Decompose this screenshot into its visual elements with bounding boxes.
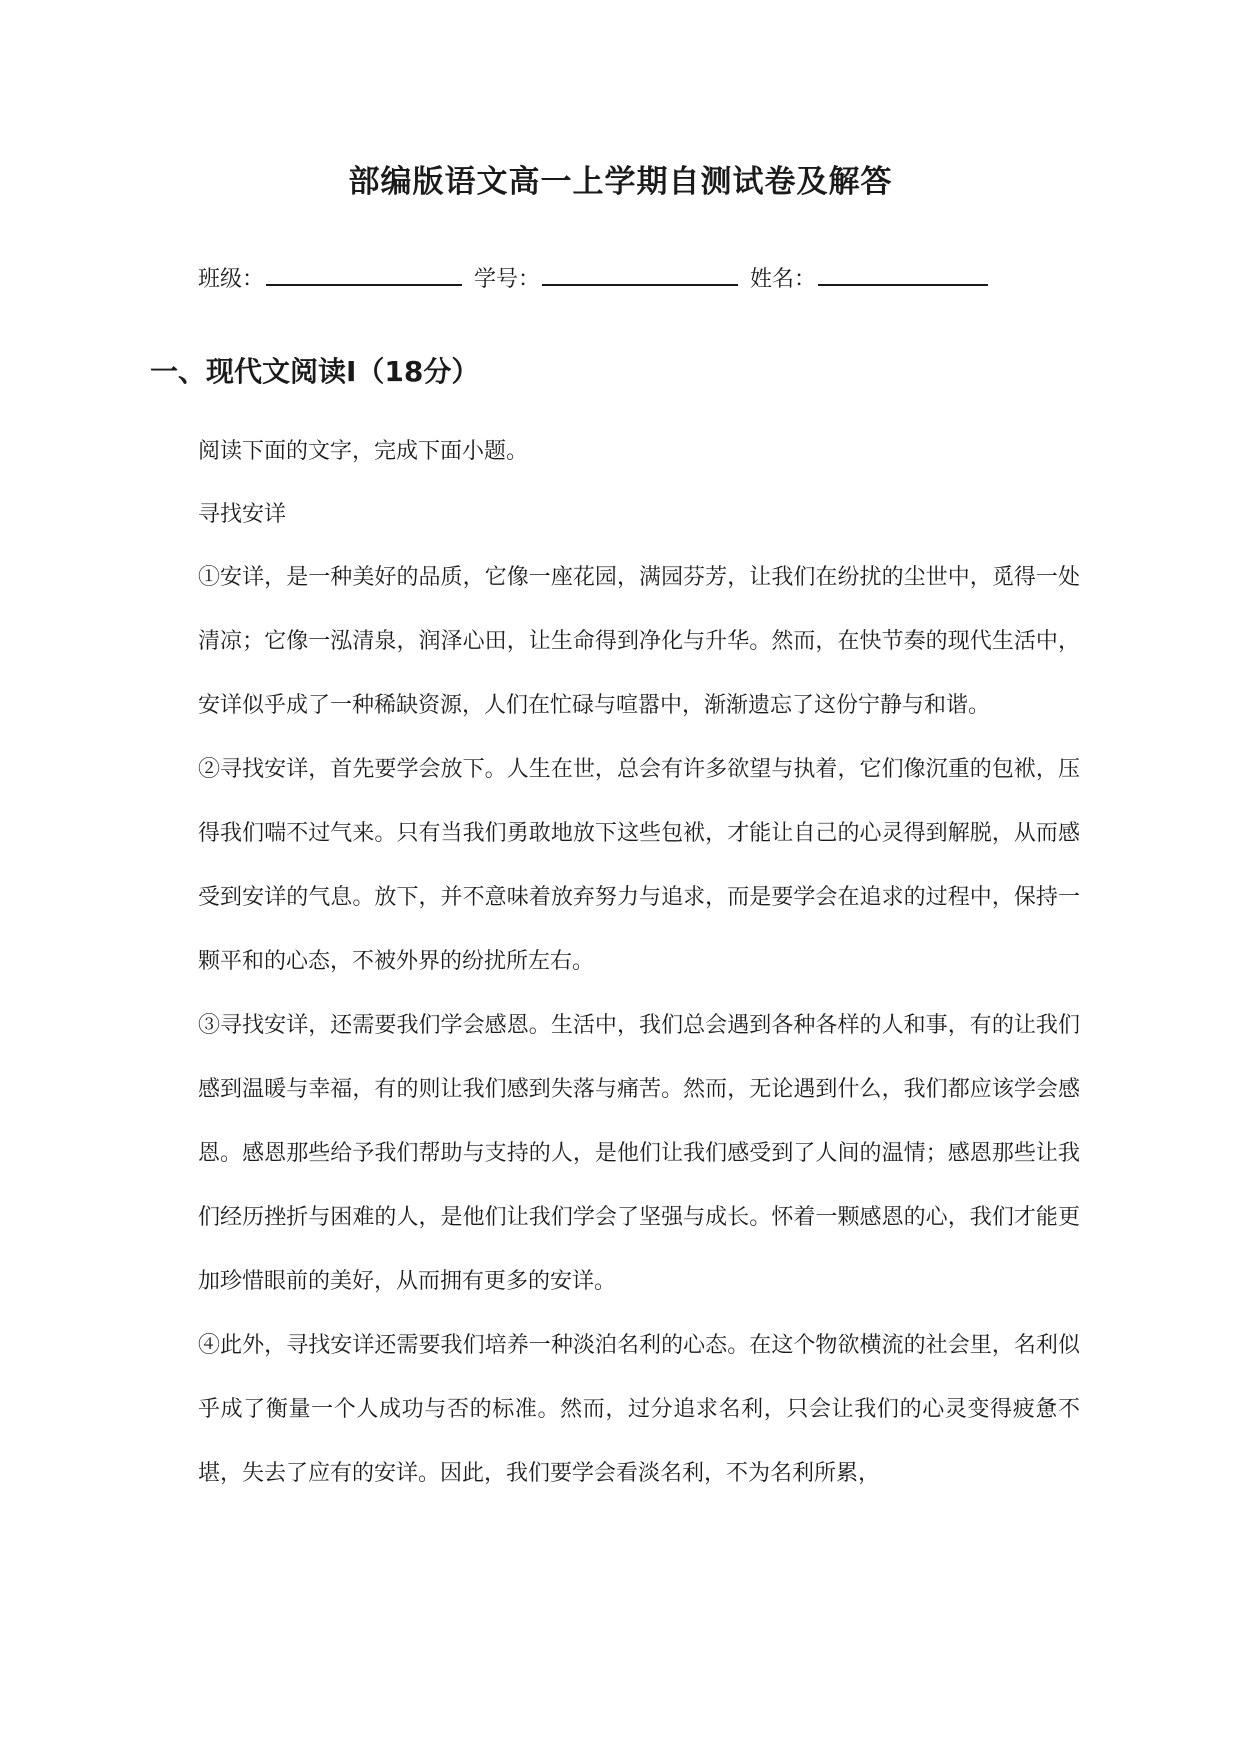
name-blank-field[interactable] bbox=[818, 262, 988, 286]
passage-body bbox=[198, 546, 1080, 1506]
passage-paragraph-3: ③寻找安详，还需要我们学会感恩。生活中，我们总会遇到各种各样的人和事，有的让我们感到温暖与幸福，有的则让我们感到失落与痛苦。然而，无论遇到什么，我们都应该学会感恩。感恩那些给予我们帮助与支持的人，是他们让我们感受到了人间的温情；感恩那些让我们经历挫折与困难的人，是他们让我们学会了坚强与成长。怀着一颗感恩的心，我们才能更加珍惜眼前的美好，从而拥有更多的安详。 bbox=[198, 1013, 1080, 1294]
class-blank-field[interactable] bbox=[266, 262, 462, 286]
passage-title: 寻找安详 bbox=[198, 502, 287, 527]
student-id-label: 学号： bbox=[474, 267, 541, 292]
passage-paragraph-2: ②寻找安详，首先要学会放下。人生在世，总会有许多欲望与执着，它们像沉重的包袱，压得我们喘不过气来。只有当我们勇敢地放下这些包袱，才能让自己的心灵得到解脱，从而感受到安详的气息。放下，并不意味着放弃努力与追求，而是要学会在追求的过程中，保持一颗平和的心态，不被外界的纷扰所左右。 bbox=[198, 757, 1080, 974]
document-title: 部编版语文高一上学期自测试卷及解答 bbox=[348, 164, 893, 200]
section-heading: 一、现代文阅读Ⅰ（18分） bbox=[150, 355, 480, 388]
name-label: 姓名： bbox=[750, 267, 817, 292]
student-id-blank-field[interactable] bbox=[542, 262, 738, 286]
passage-paragraph-4: ④此外，寻找安详还需要我们培养一种淡泊名利的心态。在这个物欲横流的社会里，名利似乎成了衡量一个人成功与否的标准。然而，过分追求名利，只会让我们的心灵变得疲惫不堪，失去了应有的安详。因此，我们要学会看淡名利，不为名利所累， bbox=[198, 1333, 1080, 1486]
reading-instruction: 阅读下面的文字，完成下面小题。 bbox=[198, 439, 529, 464]
passage-paragraph-1: ①安详，是一种美好的品质，它像一座花园，满园芬芳，让我们在纷扰的尘世中，觅得一处清凉；它像一泓清泉，润泽心田，让生命得到净化与升华。然而，在快节奏的现代生活中，安详似乎成了一种稀缺资源，人们在忙碌与喧嚣中，渐渐遗忘了这份宁静与和谐。 bbox=[198, 565, 1080, 718]
class-label: 班级： bbox=[198, 267, 265, 292]
student-info-row bbox=[198, 262, 1000, 293]
